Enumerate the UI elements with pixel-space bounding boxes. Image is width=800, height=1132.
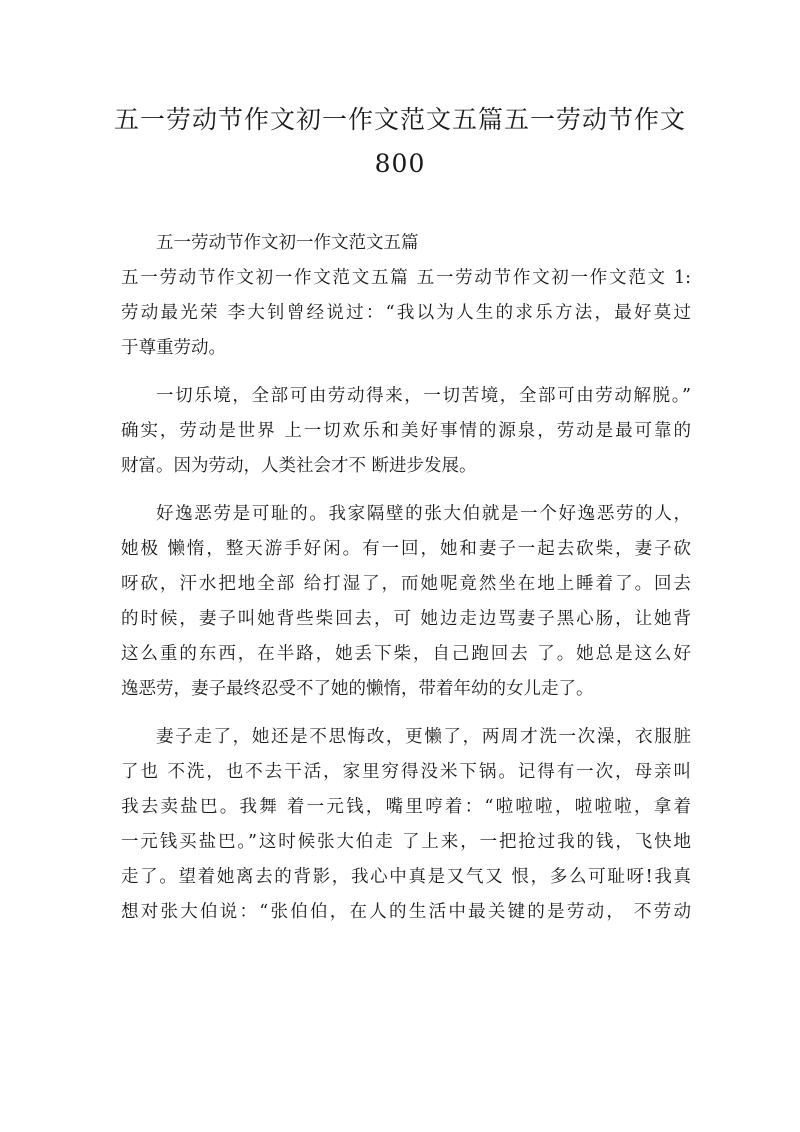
paragraph-line: 劳动最光荣 李大钊曾经说过：“我以为人生的求乐方法，最好莫过 <box>121 303 691 323</box>
paragraph-line: 一元钱买盐巴。”这时候张大伯走 了上来，一把抢过我的钱，飞快地 <box>121 832 691 852</box>
document-body <box>121 226 691 930</box>
paragraph-4 <box>121 720 691 930</box>
paragraph-line: 五一劳动节作文初一作文范文五篇 五一劳动节作文初一作文范文 1: <box>121 268 691 288</box>
title-line-1: 五一劳动节作文初一作文范文五篇五一劳动节作文 <box>113 105 686 134</box>
paragraph-gap <box>121 707 691 720</box>
paragraph-line: 这么重的东西，在半路，她丢下柴，自己跑回去 了。她总是这么好 <box>121 644 691 664</box>
paragraph-line: 好逸恶劳是可耻的。我家隔壁的张大伯就是一个好逸恶劳的人， <box>156 504 691 524</box>
paragraph-line: 确实，劳动是世界 上一切欢乐和美好事情的源泉，劳动是最可靠的 <box>121 421 691 441</box>
paragraph-line: 于尊重劳动。 <box>121 338 226 358</box>
paragraph-line: 走了。望着她离去的背影，我心中真是又气又 恨，多么可耻呀!我真 <box>121 867 691 887</box>
section-subtitle: 五一劳动节作文初一作文范文五篇 <box>156 233 419 253</box>
paragraph-line: 我去卖盐巴。我舞 着一元钱，嘴里哼着：“啦啦啦，啦啦啦，拿着 <box>121 797 691 817</box>
paragraph-line: 逸恶劳，妻子最终忍受不了她的懒惰，带着年幼的女儿走了。 <box>121 679 594 699</box>
paragraph-1 <box>121 261 691 366</box>
paragraph-gap <box>121 366 691 379</box>
document-title <box>100 98 700 186</box>
paragraph-line: 了也 不洗，也不去干活，家里穷得没米下锅。记得有一次，母亲叫 <box>121 762 691 782</box>
paragraph-line: 财富。因为劳动，人类社会才不 断进步发展。 <box>121 456 477 476</box>
paragraph-gap <box>121 484 691 497</box>
paragraph-line: 她极 懒惰，整天游手好闲。有一回，她和妻子一起去砍柴，妻子砍 <box>121 539 691 559</box>
paragraph-line: 一切乐境，全部可由劳动得来，一切苦境，全部可由劳动解脱。” <box>156 386 691 406</box>
paragraph-line: 呀砍，汗水把地全部 给打湿了，而她呢竟然坐在地上睡着了。回去 <box>121 574 691 594</box>
paragraph-3 <box>121 497 691 707</box>
paragraph-line: 妻子走了，她还是不思悔改，更懒了，两周才洗一次澡，衣服脏 <box>156 727 691 747</box>
paragraph-line: 想对张大伯说：“张伯伯，在人的生活中最关键的是劳动， 不劳动 <box>121 902 691 922</box>
paragraph-line: 的时候，妻子叫她背些柴回去，可 她边走边骂妻子黑心肠，让她背 <box>121 609 691 629</box>
title-line-2: 800 <box>374 149 426 178</box>
paragraph-2 <box>121 379 691 484</box>
